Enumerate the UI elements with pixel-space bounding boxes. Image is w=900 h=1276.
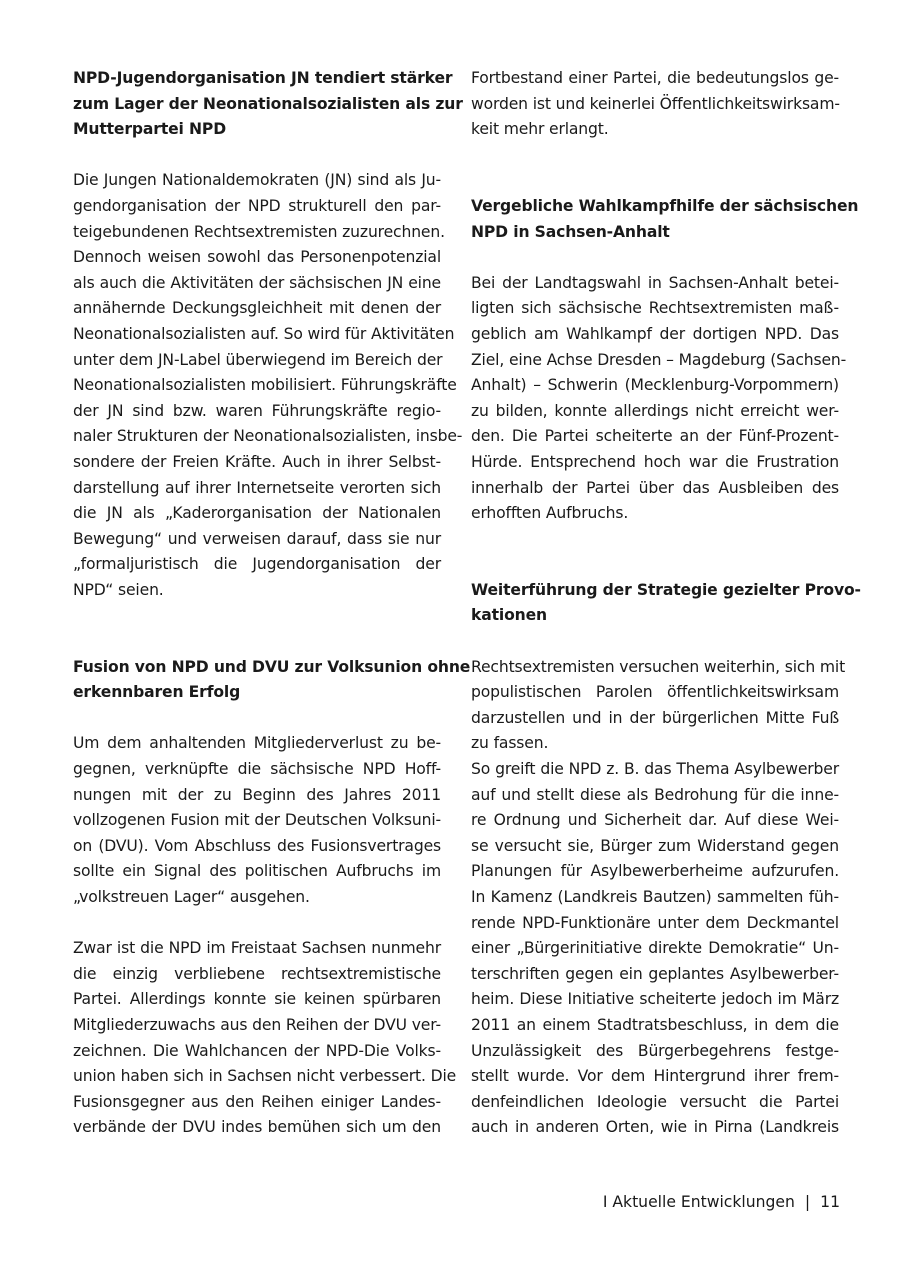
- heading-jn: [73, 66, 463, 143]
- text-line: auf und stellt diese als Bedrohung für die inne-: [471, 785, 839, 804]
- text-line: Neonationalsozialisten auf. So wird für Aktivitäten: [73, 324, 455, 343]
- text-line: als auch die Aktivitäten der sächsischen JN eine: [73, 273, 441, 292]
- footer-separator: |: [804, 1193, 811, 1211]
- heading-line: Mutterpartei NPD: [73, 120, 226, 139]
- heading-line: NPD in Sachsen-Anhalt: [471, 222, 670, 241]
- heading-wahlkampfhilfe: [471, 194, 859, 245]
- text-line: Partei. Allerdings konnte sie keinen spürbaren: [73, 990, 441, 1009]
- text-line: rende NPD-Funktionäre unter dem Deckmantel: [471, 913, 839, 932]
- text-line: Bei der Landtagswahl in Sachsen-Anhalt betei-: [471, 273, 839, 292]
- text-line: Zwar ist die NPD im Freistaat Sachsen nunmehr: [73, 939, 441, 958]
- heading-provokationen: [471, 578, 861, 629]
- text-line: die JN als „Kaderorganisation der Nationalen: [73, 504, 441, 523]
- text-line: den. Die Partei scheiterte an der Fünf-Prozent-: [471, 427, 839, 446]
- heading-line: erkennbaren Erfolg: [73, 683, 241, 702]
- paragraph-fusion: [73, 731, 441, 910]
- footer-section-title: I Aktuelle Entwicklungen: [602, 1193, 795, 1211]
- text-line: Planungen für Asylbewerberheime aufzurufen.: [471, 862, 839, 881]
- text-line: sondere der Freien Kräfte. Auch in ihrer Selbst-: [73, 452, 441, 471]
- heading-line: Fusion von NPD und DVU zur Volksunion ohne: [73, 657, 471, 676]
- text-line: Um dem anhaltenden Mitgliederverlust zu be-: [73, 734, 441, 753]
- text-line: populistischen Parolen öffentlichkeitswirksam: [471, 683, 839, 702]
- text-line: naler Strukturen der Neonationalsozialisten, insbe-: [73, 427, 463, 446]
- text-line: „formaljuristisch die Jugendorganisation der: [73, 555, 441, 574]
- text-line: darzustellen und in der bürgerlichen Mitte Fuß: [471, 708, 839, 727]
- text-line: worden ist und keinerlei Öffentlichkeitswirksam-: [471, 94, 840, 113]
- text-line: Rechtsextremisten versuchen weiterhin, sich mit: [471, 657, 846, 676]
- text-line: Neonationalsozialisten mobilisiert. Führungskräfte: [73, 376, 457, 395]
- text-line: teigebundenen Rechtsextremisten zuzurechnen.: [73, 222, 445, 241]
- text-line: sollte ein Signal des politischen Aufbruchs im: [73, 862, 441, 881]
- text-line: In Kamenz (Landkreis Bautzen) sammelten füh-: [471, 888, 839, 906]
- text-line: Dennoch weisen sowohl das Personenpotenzial: [73, 248, 441, 267]
- text-line: unter dem JN-Label überwiegend im Bereich der: [73, 350, 443, 369]
- text-line: denfeindlichen Ideologie versucht die Partei: [471, 1092, 839, 1111]
- text-line: Ziel, eine Achse Dresden – Magdeburg (Sachsen-: [471, 350, 847, 369]
- heading-line: Vergebliche Wahlkampfhilfe der sächsischen: [471, 196, 859, 215]
- text-line: auch in anderen Orten, wie in Pirna (Landkreis: [471, 1118, 839, 1137]
- text-line: Fusionsgegner aus den Reihen einiger Landes-: [73, 1092, 441, 1111]
- text-line: darstellung auf ihrer Internetseite verorten sich: [73, 478, 441, 497]
- text-line: „volkstreuen Lager“ ausgehen.: [73, 888, 310, 906]
- paragraph-provokationen: [471, 655, 846, 1141]
- text-line: terschriften gegen ein geplantes Asylbewerber-: [471, 964, 839, 983]
- text-line: ligten sich sächsische Rechtsextremisten maß-: [471, 299, 839, 318]
- text-line: Mitgliederzuwachs aus den Reihen der DVU ver-: [73, 1015, 441, 1034]
- text-line: union haben sich in Sachsen nicht verbessert. Die: [73, 1067, 457, 1086]
- text-line: verbände der DVU indes bemühen sich um den: [73, 1118, 441, 1137]
- text-line: re Ordnung und Sicherheit dar. Auf diese Wei-: [471, 811, 839, 830]
- text-line: die einzig verbliebene rechtsextremistische: [73, 964, 441, 983]
- text-line: So greift die NPD z. B. das Thema Asylbewerber: [471, 760, 839, 779]
- text-line: on (DVU). Vom Abschluss des Fusionsvertrages: [73, 836, 441, 855]
- heading-line: NPD-Jugendorganisation JN tendiert stärker: [73, 69, 453, 87]
- heading-line: kationen: [471, 606, 547, 625]
- page-number: 11: [820, 1193, 840, 1211]
- heading-line: zum Lager der Neonationalsozialisten als zur: [73, 94, 463, 113]
- text-line: Hürde. Entsprechend hoch war die Frustration: [471, 452, 839, 471]
- right-column: [471, 66, 861, 1141]
- text-line: se versucht sie, Bürger zum Widerstand gegen: [471, 836, 839, 855]
- paragraph-npd-saxony: [73, 936, 457, 1141]
- text-line: einer „Bürgerinitiative direkte Demokratie“ Un-: [471, 939, 839, 958]
- text-line: nungen mit der zu Beginn des Jahres 2011: [73, 785, 441, 804]
- text-line: gendorganisation der NPD strukturell den par-: [73, 196, 441, 215]
- text-line: innerhalb der Partei über das Ausbleiben des: [471, 478, 839, 497]
- page-footer: [560, 1193, 840, 1211]
- text-line: Anhalt) – Schwerin (Mecklenburg-Vorpommern): [471, 376, 839, 395]
- paragraph-jn: [73, 168, 463, 603]
- text-line: 2011 an einem Stadtratsbeschluss, in dem die: [471, 1015, 839, 1034]
- text-line: zu fassen.: [471, 734, 549, 753]
- text-line: annähernde Deckungsgleichheit mit denen der: [73, 299, 441, 318]
- paragraph-wahlkampfhilfe: [471, 271, 847, 527]
- text-line: Fortbestand einer Partei, die bedeutungslos ge-: [471, 69, 839, 87]
- heading-fusion: [73, 655, 471, 706]
- text-line: gegnen, verknüpfte die sächsische NPD Hoff-: [73, 760, 441, 779]
- text-line: Bewegung“ und verweisen darauf, dass sie nur: [73, 529, 441, 548]
- text-line: keit mehr erlangt.: [471, 120, 609, 139]
- text-line: der JN sind bzw. waren Führungskräfte regio-: [73, 401, 441, 420]
- text-line: geblich am Wahlkampf der dortigen NPD. Das: [471, 324, 839, 343]
- text-line: zeichnen. Die Wahlchancen der NPD-Die Volks-: [73, 1041, 441, 1060]
- text-line: stellt wurde. Vor dem Hintergrund ihrer frem-: [471, 1067, 839, 1086]
- text-line: Die Jungen Nationaldemokraten (JN) sind als Ju-: [73, 171, 441, 190]
- left-column: [73, 66, 471, 1141]
- text-line: vollzogenen Fusion mit der Deutschen Volksuni-: [73, 811, 441, 830]
- text-line: zu bilden, konnte allerdings nicht erreicht wer-: [471, 401, 839, 420]
- text-line: NPD“ seien.: [73, 580, 164, 599]
- heading-line: Weiterführung der Strategie gezielter Provo-: [471, 580, 861, 599]
- text-line: Unzulässigkeit des Bürgerbegehrens festge-: [471, 1041, 839, 1060]
- paragraph-continuation: [471, 66, 839, 143]
- text-line: heim. Diese Initiative scheiterte jedoch im März: [471, 990, 839, 1009]
- text-line: erhofften Aufbruchs.: [471, 504, 629, 523]
